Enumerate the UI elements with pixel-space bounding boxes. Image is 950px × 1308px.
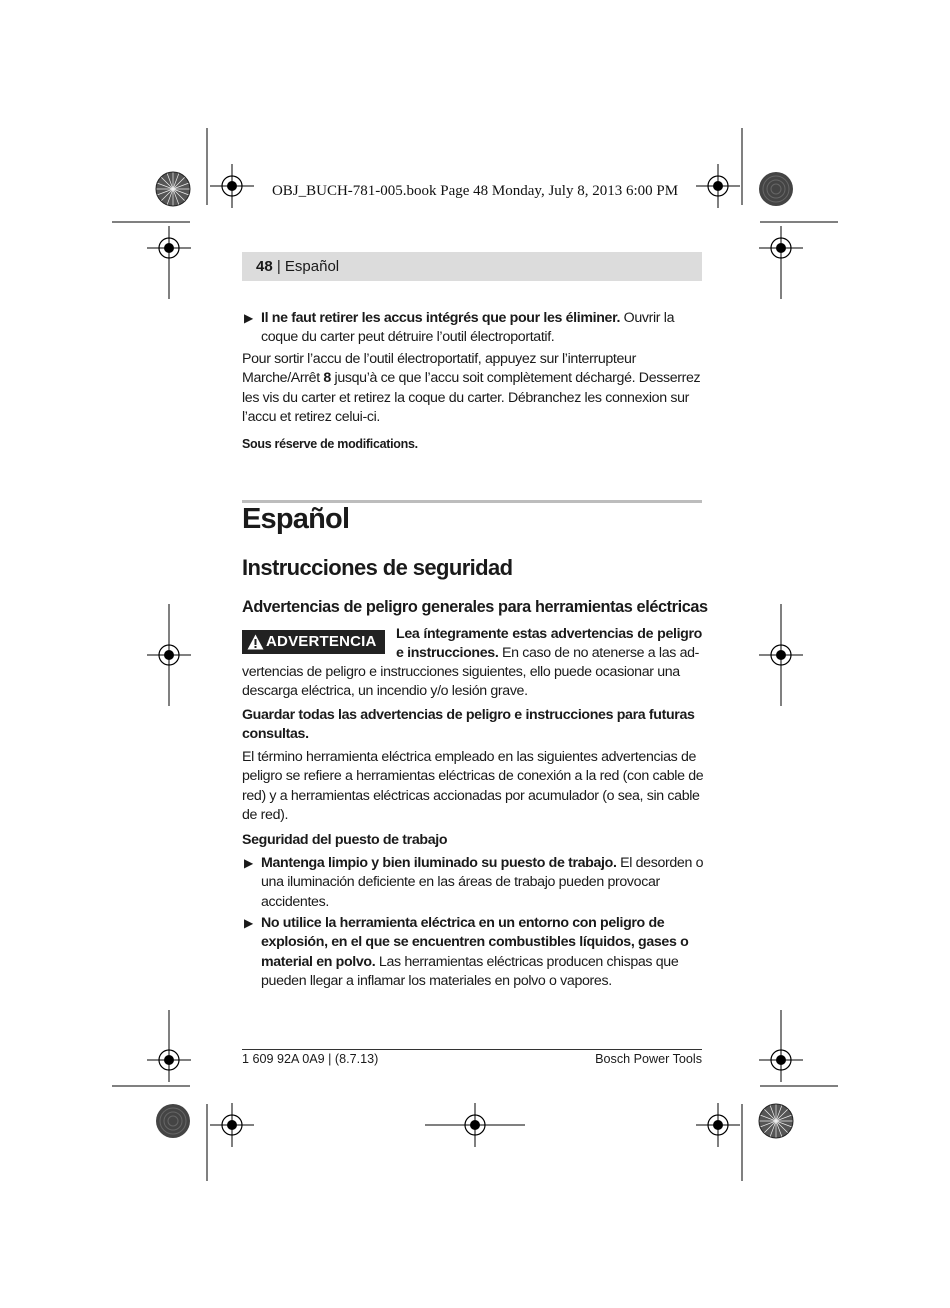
triangle-right-icon: ▶ (244, 311, 253, 325)
french-paragraph: Pour sortir l’accu de l’outil électroportatif, appuyez sur l’interrupteur Marche/Arrêt 8 jusqu’à ce que l’accu soit complètement déchargé. Desserrez les vis du carter et retirez la coque du carter. Débranchez les connexion sur l’accu et retirez celui-ci. (242, 351, 701, 425)
warning-triangle-icon (247, 634, 264, 650)
page-number: 48 (256, 258, 273, 275)
bullet-clean-workplace: ▶ Mantenga limpio y bien iluminado su puesto de trabajo. El desorden o una iluminación deficiente en las áreas de trabajo pueden provocar accidentes. (244, 855, 704, 910)
term-definition: El término herramienta eléctrica empleado en las siguientes advertencias de peligro se refiere a herramientas eléctricas de conexión a la red (con cable de red) y a herramientas eléctricas accionadas por acumulador (o sea, sin cable de red). (242, 749, 704, 823)
section-subtitle: Instrucciones de seguridad (242, 555, 513, 580)
bullet-explosive-environment: ▶ No utilice la herramienta eléctrica en un entorno con peligro de explosión, en el que se encuentren combustibles líquidos, gases o material en polvo. Las herramientas eléctricas producen chispas que pueden llegar a inflamar los materiales en polvo o vapores. (244, 915, 689, 989)
page-header (242, 252, 702, 281)
section-heading: Advertencias de peligro generales para herramientas eléctricas (242, 598, 708, 616)
warning-badge (242, 630, 385, 654)
triangle-right-icon: ▶ (244, 916, 253, 930)
warning-badge-label: ADVERTENCIA (266, 633, 377, 650)
french-bullet: ▶ Il ne faut retirer les accus intégrés que pour les éliminer. Ouvrir la coque du carter peut détruire l’outil électroportatif. (244, 310, 675, 346)
triangle-right-icon: ▶ (244, 856, 253, 870)
section-title: Español (242, 503, 350, 535)
slug-line: OBJ_BUCH-781-005.book Page 48 Monday, July 8, 2013 6:00 PM (0, 183, 950, 200)
subsection-heading: Seguridad del puesto de trabajo (242, 832, 448, 848)
footer-doc-number: 1 609 92A 0A9 | (8.7.13) (242, 1052, 379, 1066)
footer-rule (242, 1049, 702, 1050)
footer-brand: Bosch Power Tools (595, 1052, 702, 1066)
french-note: Sous réserve de modifications. (242, 437, 418, 451)
warning-intro: Lea íntegramente estas advertencias de peligro e instrucciones. En caso de no atenerse a las ad- (396, 626, 702, 662)
keep-instructions: Guardar todas las advertencias de peligro e instrucciones para futuras consultas. (242, 707, 695, 743)
warning-continuation: vertencias de peligro e instrucciones siguientes, ello puede ocasionar una descarga eléctrica, un incendio y/o lesión grave. (242, 664, 680, 700)
header-language: | Español (276, 258, 340, 275)
